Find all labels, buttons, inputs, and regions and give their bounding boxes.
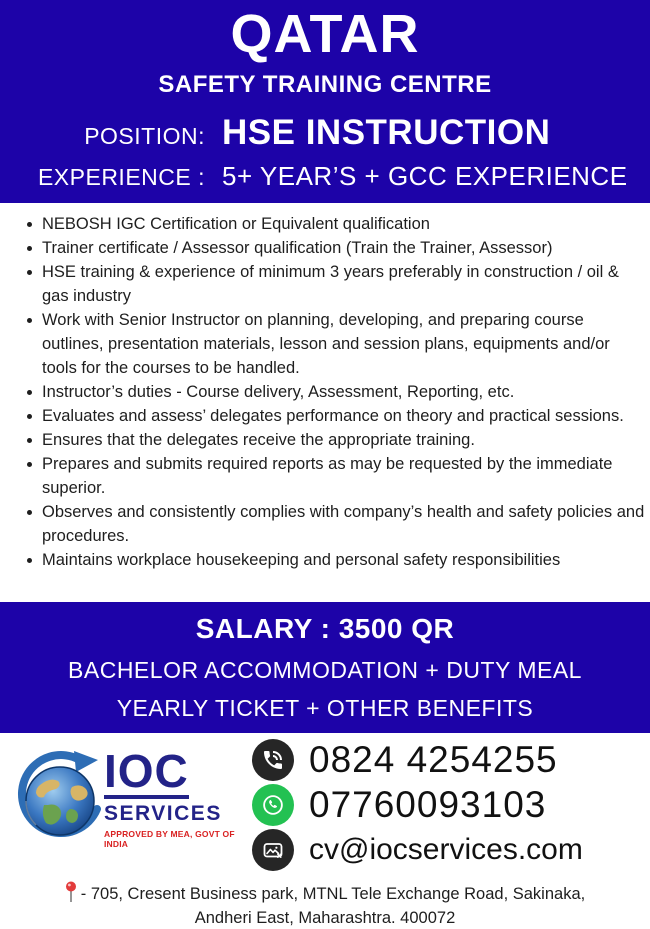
requirements-section [0, 203, 650, 602]
position-label: POSITION: [84, 123, 205, 149]
address-text-2: Andheri East, Maharashtra. 400072 [194, 909, 456, 927]
page-title: QATAR [230, 4, 420, 64]
email-address: cv@iocservices.com [309, 833, 583, 866]
list-item: Observes and consistently complies with company’s health and safety policies and procedures. [40, 500, 646, 548]
header-banner [0, 0, 650, 203]
email-icon [252, 829, 294, 871]
contact-list [252, 739, 583, 874]
logo-text [104, 744, 244, 850]
experience-value: 5+ YEAR’S + GCC EXPERIENCE [222, 161, 628, 191]
phone-contact-row [252, 739, 583, 781]
list-item: Work with Senior Instructor on planning, developing, and preparing course outlines, presentation materials, lesson and session plans, equipments and/or tools for the courses to be handled. [40, 308, 646, 380]
position-value: HSE INSTRUCTION [222, 113, 551, 152]
email-contact-row [252, 829, 583, 871]
logo-tagline: APPROVED BY MEA, GOVT OF INDIA [104, 829, 235, 850]
logo-name: IOC [104, 750, 189, 800]
address-block [0, 880, 650, 929]
address-line-1 [0, 880, 650, 908]
list-item: Evaluates and assess’ delegates performance on theory and practical sessions. [40, 404, 646, 428]
requirements-list [22, 212, 646, 572]
experience-label: EXPERIENCE : [37, 164, 205, 190]
company-logo [0, 744, 244, 852]
logo-subname: SERVICES [104, 802, 222, 826]
list-item: Prepares and submits required reports as may be requested by the immediate superior. [40, 452, 646, 500]
ticket-benefits-text: YEARLY TICKET + OTHER BENEFITS [116, 694, 534, 721]
list-item: HSE training & experience of minimum 3 years preferably in construction / oil & gas industry [40, 260, 646, 308]
salary-text: SALARY : 3500 QR [195, 613, 455, 645]
phone-number: 0824 4254255 [309, 739, 558, 780]
list-item: NEBOSH IGC Certification or Equivalent qualification [40, 212, 646, 236]
address-text-1: - 705, Cresent Business park, MTNL Tele Exchange Road, Sakinaka, [80, 884, 586, 903]
accommodation-text: BACHELOR ACCOMMODATION + DUTY MEAL [68, 656, 582, 683]
map-pin-icon [65, 881, 77, 909]
footer-top [0, 739, 650, 874]
list-item: Maintains workplace housekeeping and personal safety responsibilities [40, 548, 646, 572]
position-row [0, 113, 650, 153]
page-subtitle: SAFETY TRAINING CENTRE [158, 71, 492, 98]
list-item: Ensures that the delegates receive the appropriate training. [40, 428, 646, 452]
salary-banner [0, 602, 650, 733]
list-item: Instructor’s duties - Course delivery, Assessment, Reporting, etc. [40, 380, 646, 404]
whatsapp-number: 07760093103 [309, 784, 547, 825]
experience-row [0, 161, 650, 192]
list-item: Trainer certificate / Assessor qualification (Train the Trainer, Assessor) [40, 236, 646, 260]
phone-icon [252, 739, 294, 781]
whatsapp-contact-row [252, 784, 583, 826]
whatsapp-icon [252, 784, 294, 826]
globe-swoosh-icon [14, 747, 110, 852]
